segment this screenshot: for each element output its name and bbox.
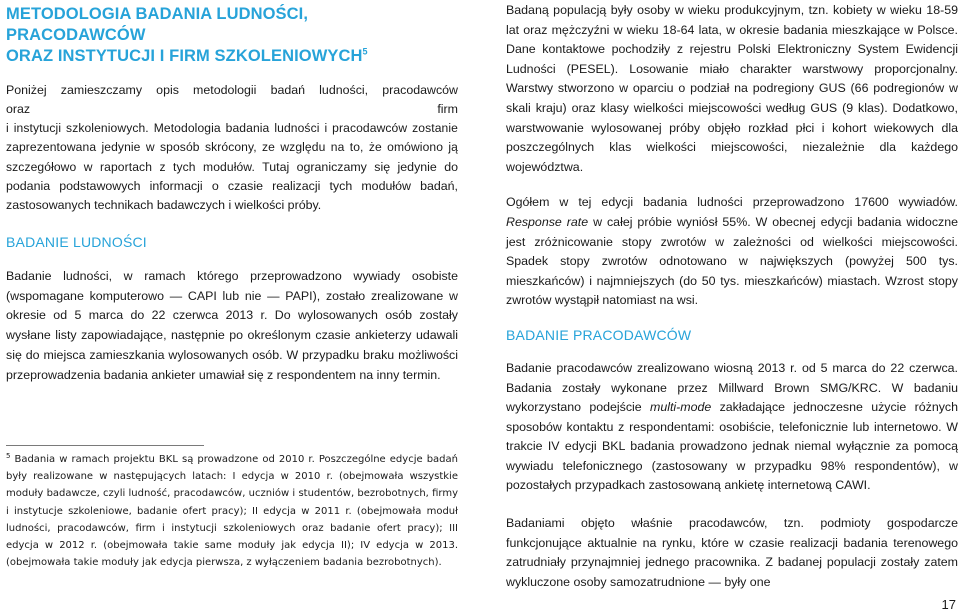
sample-text-b: w całej próbie wyniósł 55%. W obecnej edycji badania widoczne jest zróżnicowanie stopy zwrotów w zależności od wielkości miejscowości. Spadek stopy zwrotów odnotowano w największych (powyżej 500 tys. mieszkańców) i najmniejszych (do 50 tys. mieszkańców) miastach. Wzrost stopy zwrotów wystąpił natomiast na wsi.: [506, 214, 958, 308]
employers-text-b: zakładające jednoczesne użycie różnych sposobów kontaktu z respondentami: osobiście, telefonicznie lub internetowo. W trakcie IV edycji BKL badania prowadzono jednak niemal wyłącznie za pomocą wywiadu telefonicznego (zastosowany w przypadku 98% respondentów), w pozostałych przypadkach zastosowaną ankietę internetową CAWI.: [506, 400, 958, 493]
sample-paragraph: [506, 193, 958, 311]
employers-text-a: Badanie pracodawców zrealizowano wiosną 2013 r. od 5 marca do 22 czerwca. Badania zostały wykonane przez Millward Brown SMG/KRC. W badaniu wykorzystano podejście: [506, 360, 958, 415]
response-rate-term: Response rate: [506, 214, 589, 229]
intro-line-2: [6, 100, 458, 119]
footnote-text: Badania w ramach projektu BKL są prowadzone od 2010 r. Poszczególne edycje badań były realizowane w następujących latach: I edycja w 2010 r. (obejmowała wszystkie moduły badawcze, czyli ludność, pracodawców, uczniów i studentów, bezrobotnych, firmy i instytucje szkoleniowe, badanie ofert pracy); II edycja w 2011 r. (obejmowała moduł ludności, pracodawców, firm i instytucji szkoleniowych oraz badanie ofert pracy); III edycja w 2012 r. (obejmowała takie same moduły jak edycja II); IV edycja w 2013. (obejmowała takie moduły jak edycja pierwsza, z wyłączeniem badania bezrobotnych).: [6, 454, 458, 569]
sample-text-a: Ogółem w tej edycji badania ludności przeprowadzono 17600 wywiadów.: [506, 195, 958, 210]
population-paragraph: Badaną populacją były osoby w wieku produkcyjnym, tzn. kobiety w wieku 18-59 lat oraz mężczyźni w wieku 18-64 lata, w okresie badania mieszkające w Polsce. Dane kontaktowe pochodziły z rejestru Polski Elektroniczny System Ewidencji Ludności (PESEL). Losowanie miało charakter warstwowy proporcjonalny. Warstwy stworzono w oparciu o podział na podregiony GUS (66 podregionów w skali kraju) oraz klasy wielkości miejscowości według GUS (9 klas). Dodatkowo, warstwowanie wylosowanej próby objęło rozkład płci i kohort wiekowych dla poszczególnych klas wielkości miejscowości, niezależnie dla każdego województwa.: [506, 3, 958, 174]
title-line-1: METODOLOGIA BADANIA LUDNOŚCI,: [6, 5, 309, 23]
page-title: [6, 4, 458, 67]
footnote-divider: [6, 445, 204, 446]
left-column: [6, 0, 458, 386]
intro-word-firm: firm: [437, 102, 458, 117]
intro-word-oraz: oraz: [6, 102, 31, 117]
page-number: 17: [941, 597, 956, 612]
section-heading-pracodawcy: BADANIE PRACODAWCÓW: [506, 326, 692, 343]
ludnosc-paragraph: Badanie ludności, w ramach którego przeprowadzono wywiady osobiste (wspomagane komputerowo — CAPI lub nie — PAPI), zostało zrealizowane w okresie od 5 marca do 22 czerwca 2013 r. Do wylosowanych osób zostały wysłane listy zapowiadające, następnie po określonym czasie ankieterzy udawali się do miejsca zamieszkania wylosowanych osób. W przypadku braku możliwości przeprowadzenia badania ankieter umawiał się z respondentem na inny termin.: [6, 268, 458, 382]
multi-mode-term: multi-mode: [650, 400, 712, 415]
footnote-ref[interactable]: 5: [362, 46, 368, 57]
employers-paragraph: [506, 359, 958, 496]
intro-line-1: Poniżej zamieszczamy opis metodologii badań ludności, pracodawców: [6, 83, 458, 97]
footnote: [6, 451, 458, 571]
intro-text-2: Tutaj ograniczamy się jedynie do podania podstawowych informacji o czasie realizacji tych modułów badań, zastosowanych technikach badawczych i wielkości próby.: [6, 159, 458, 213]
right-column: [506, 0, 958, 592]
intro-text-1: i instytucji szkoleniowych. Metodologia badania ludności i pracodawców zostanie zaprezentowana jedynie w sposób skrócony, ze względu na to, że omówiono ją szczegółowo w raportach z tych modułów.: [6, 120, 458, 174]
employers-scope-paragraph: Badaniami objęto właśnie pracodawców, tzn. podmioty gospodarcze funkcjonujące aktualnie na rynku, które w czasie realizacji badania terenowego zatrudniały przynajmniej jednego pracownika. Z badanej populacji zostały zatem wykluczone osoby samozatrudnione — były one: [506, 516, 958, 589]
footnote-number: 5: [6, 451, 11, 460]
section-heading-ludnosc: BADANIE LUDNOŚCI: [6, 233, 147, 250]
title-line-3: ORAZ INSTYTUCJI I FIRM SZKOLENIOWYCH: [6, 47, 363, 65]
title-line-2: PRACODAWCÓW: [6, 26, 146, 44]
intro-paragraph: [6, 119, 458, 216]
